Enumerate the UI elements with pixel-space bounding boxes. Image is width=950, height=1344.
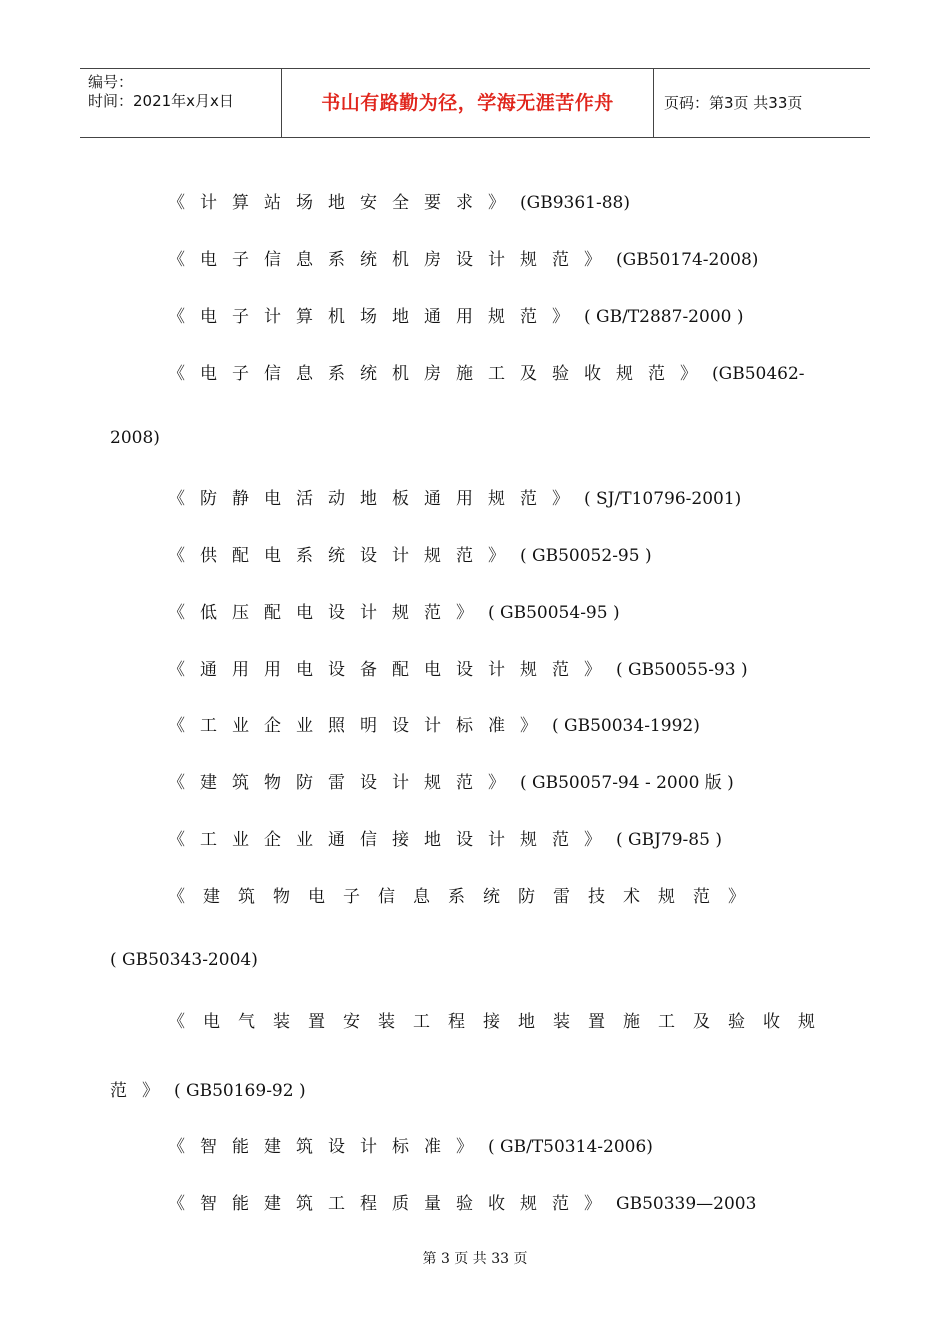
standard-item: 《建筑物防雷设计规范》( GB50057-94 - 2000 版 )	[168, 773, 734, 793]
standard-item: 《工业企业照明设计标准》( GB50034-1992)	[168, 716, 700, 736]
standard-item: 《电子信息系统机房施工及验收规范》(GB50462-	[168, 364, 805, 384]
standard-item: 《电子信息系统机房设计规范》(GB50174-2008)	[168, 250, 759, 270]
standard-item-continuation: ( GB50343-2004)	[110, 950, 258, 970]
standard-item: 《电气装置安装工程接地装置施工及验收规	[168, 1012, 833, 1032]
header-motto: 书山有路勤为径，学海无涯苦作舟	[282, 69, 654, 137]
document-date: 时间：2021年x月x日	[88, 92, 234, 110]
standard-item-continuation: 2008)	[110, 428, 160, 448]
header-meta	[80, 69, 282, 137]
standard-item: 《智能建筑设计标准》( GB/T50314-2006)	[168, 1137, 653, 1157]
standard-item: 《工业企业通信接地设计规范》( GBJ79-85 )	[168, 830, 722, 850]
standard-item: 《电子计算机场地通用规范》( GB/T2887-2000 )	[168, 307, 744, 327]
standard-item: 《智能建筑工程质量验收规范》GB50339—2003	[168, 1194, 757, 1214]
page-header	[80, 68, 870, 138]
standard-item-continuation: 范》( GB50169-92 )	[110, 1081, 306, 1101]
standard-item: 《防静电活动地板通用规范》( SJ/T10796-2001)	[168, 489, 742, 509]
standard-item: 《建筑物电子信息系统防雷技术规范》	[168, 887, 763, 907]
page-footer: 第 3 页 共 33 页	[422, 1251, 528, 1267]
standard-item: 《计算站场地安全要求》(GB9361-88)	[168, 193, 630, 213]
header-page-info: 页码：第3页 共33页	[664, 94, 803, 112]
standard-item: 《供配电系统设计规范》( GB50052-95 )	[168, 546, 652, 566]
standard-item: 《通用用电设备配电设计规范》( GB50055-93 )	[168, 660, 748, 680]
standard-item: 《低压配电设计规范》( GB50054-95 )	[168, 603, 620, 623]
document-number-label: 编号：	[88, 73, 134, 91]
